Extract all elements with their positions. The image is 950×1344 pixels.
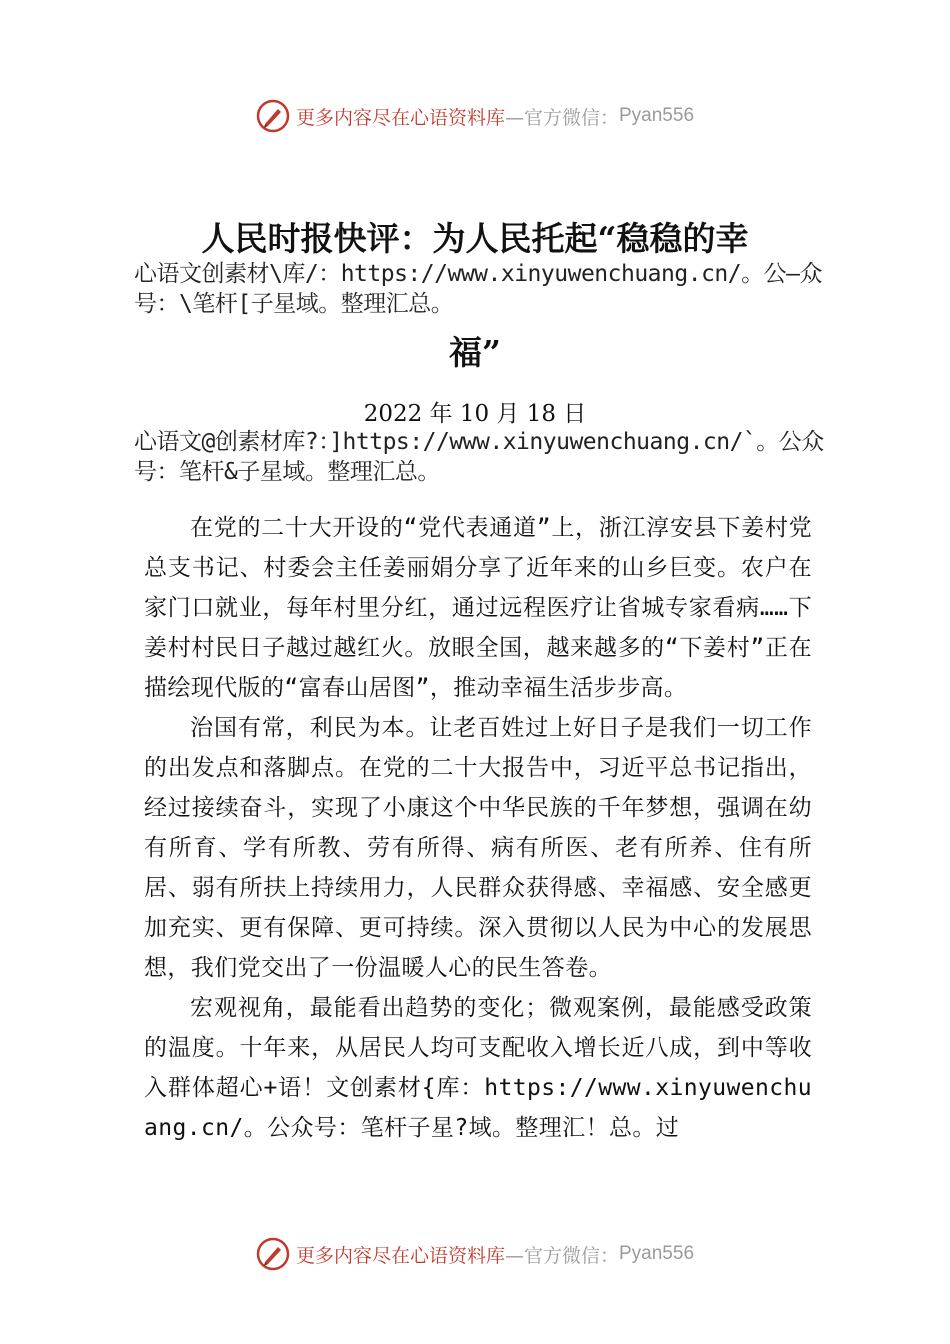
- footer-brand-text: 更多内容尽在心语资料库: [295, 1244, 505, 1267]
- paragraph-1: 在党的二十大开设的“党代表通道”上，浙江淳安县下姜村党总支书记、村委会主任姜丽娟分享了近年来的山乡巨变。农户在家门口就业，每年村里分红，通过远程医疗让省城专家看病……下姜村村民日子越过越红火。放眼全国，越来越多的“下姜村”正在描绘现代版的“富春山居图”，推动幸福生活步步高。: [144, 515, 812, 701]
- header-separator-text: —官方微信：: [504, 106, 619, 129]
- header-brand-text: 更多内容尽在心语资料库: [295, 106, 505, 129]
- article-title-line2: 福”: [449, 333, 501, 372]
- page-footer: [0, 1236, 950, 1272]
- footer-separator-text: —官方微信：: [504, 1244, 619, 1267]
- article-date: 2022 年 10 月 18 日: [363, 401, 587, 427]
- watermark-line-1: 心语文创素材\库/：https://www.xinyuwenchuang.cn/。公—众号：\笔杆[子星域。整理汇总。: [134, 261, 822, 317]
- watermark-line-2: 心语文@创素材库?：]https://www.xinyuwenchuang.cn/`。公众号：笔杆&子星域。整理汇总。: [134, 429, 824, 485]
- page-header: [0, 98, 950, 134]
- article-title-line1: 人民时报快评：为人民托起“稳稳的幸: [201, 219, 749, 258]
- article-body: [144, 508, 812, 1148]
- header-wechat-id: Pyan556: [619, 105, 695, 126]
- footer-wechat-id: Pyan556: [619, 1243, 695, 1264]
- pen-logo-icon: [256, 99, 290, 133]
- paragraph-2: 治国有常，利民为本。让老百姓过上好日子是我们一切工作的出发点和落脚点。在党的二十大报告中，习近平总书记指出，经过接续奋斗，实现了小康这个中华民族的千年梦想，强调在幼有所育、学有所教、劳有所得、病有所医、老有所养、住有所居、弱有所扶上持续用力，人民群众获得感、幸福感、安全感更加充实、更有保障、更可持续。深入贯彻以人民为中心的发展思想，我们党交出了一份温暖人心的民生答卷。: [144, 715, 812, 981]
- pen-logo-icon: [256, 1237, 290, 1271]
- paragraph-3: 宏观视角，最能看出趋势的变化；微观案例，最能感受政策的温度。十年来，从居民人均可支配收入增长近八成，到中等收入群体超心+语！文创素材{库：https://www.xinyuwenchuang.cn/。公众号：笔杆子星?域。整理汇！总。过: [144, 995, 812, 1141]
